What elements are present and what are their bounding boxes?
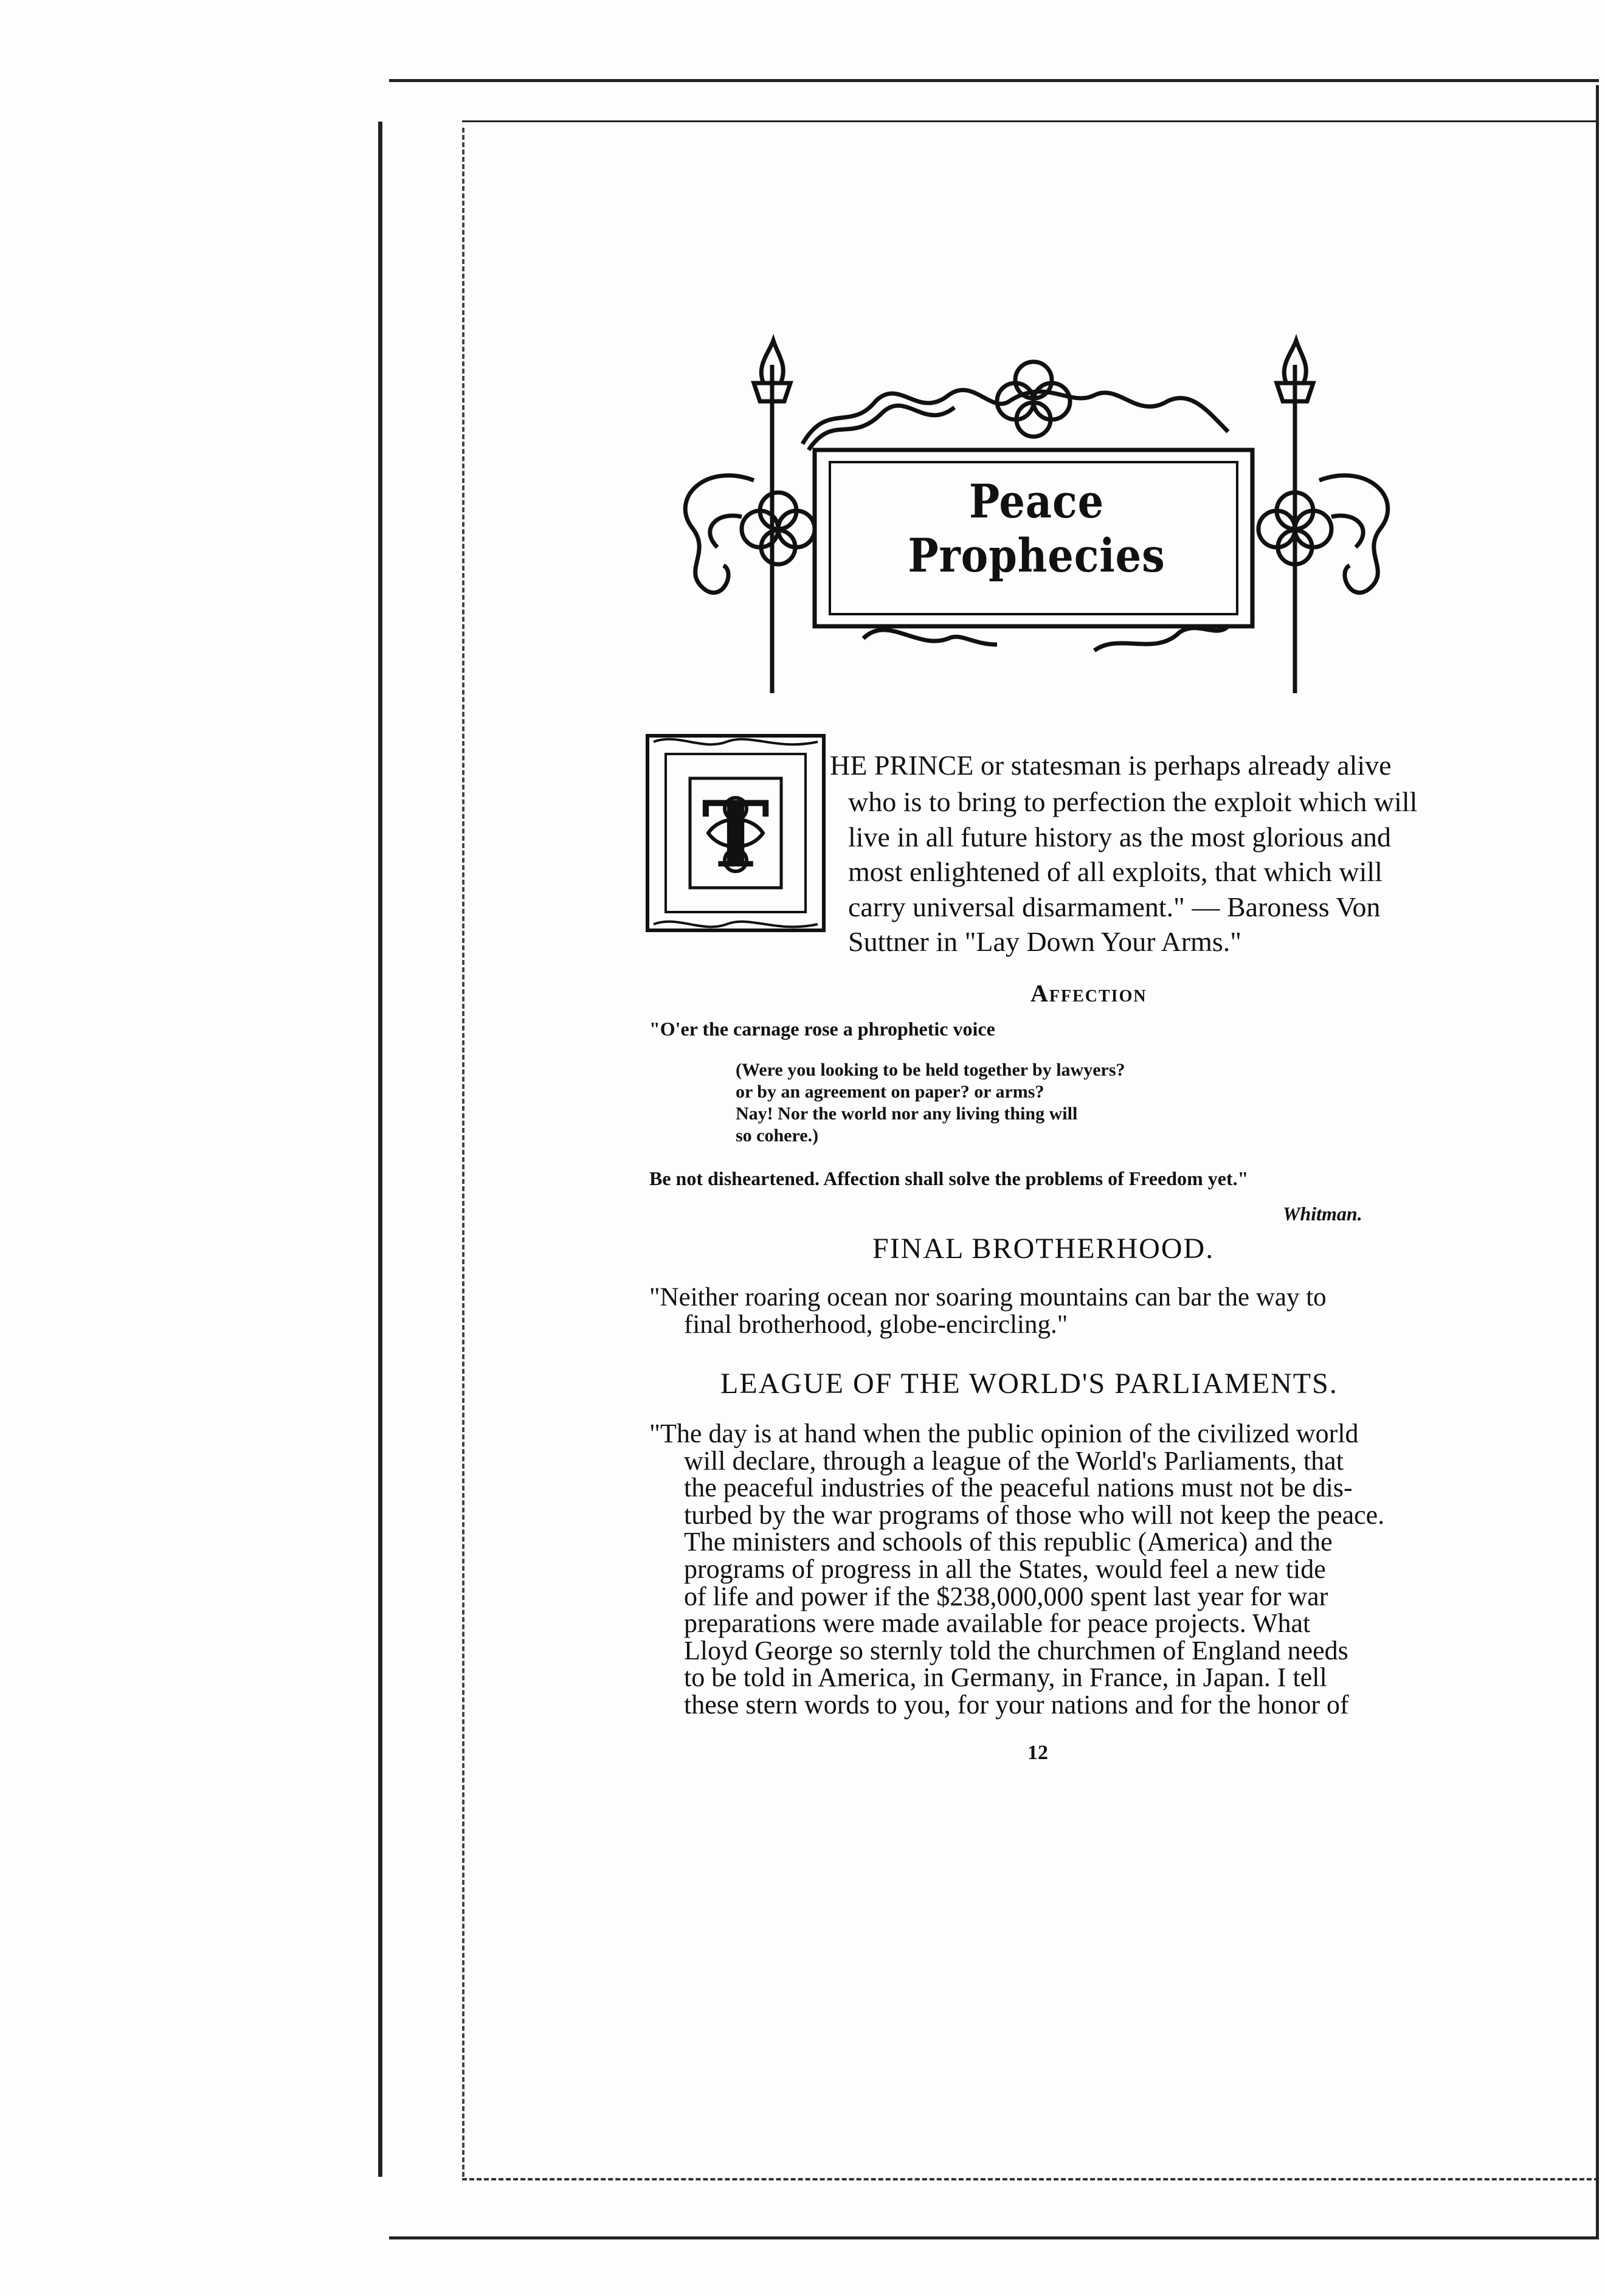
affection-indent-2: or by an agreement on paper? or arms?	[736, 1082, 1044, 1102]
brotherhood-line-2: final brotherhood, globe-encircling."	[684, 1310, 1068, 1339]
right-scan-edge	[1596, 85, 1599, 2238]
bottom-inner-dashes	[462, 2178, 1599, 2180]
drop-initial	[641, 730, 830, 936]
initial-letter: T	[702, 781, 770, 888]
top-scan-edge	[389, 79, 1599, 82]
left-scan-edge	[378, 122, 382, 2177]
league-line-11: these stern words to you, for your nations and for the honor of	[684, 1690, 1349, 1720]
affection-indent-3: Nay! Nor the world nor any living thing will	[736, 1104, 1078, 1124]
league-line-6: programs of progress in all the States, would feel a new tide	[684, 1554, 1326, 1584]
affection-indent-4: so cohere.)	[736, 1126, 819, 1146]
brotherhood-heading: FINAL BROTHERHOOD.	[872, 1233, 1215, 1265]
intro-line-5: carry universal disarmament." — Baroness Von	[848, 891, 1381, 922]
intro-line-1: HE PRINCE or statesman is perhaps already alive	[830, 750, 1392, 781]
league-line-10: to be told in America, in Germany, in France, in Japan. I tell	[684, 1662, 1327, 1692]
page-title: Peace Prophecies	[908, 474, 1165, 583]
brotherhood-line-1: "Neither roaring ocean nor soaring mountains can bar the way to	[649, 1283, 1327, 1312]
league-line-2: will declare, through a league of the World's Parliaments, that	[684, 1446, 1344, 1476]
league-line-8: preparations were made available for peace projects. What	[684, 1608, 1311, 1638]
league-line-1: "The day is at hand when the public opinion of the civilized world	[649, 1419, 1359, 1448]
intro-line-2: who is to bring to perfection the exploit which will	[848, 786, 1418, 817]
affection-opening: "O'er the carnage rose a phrophetic voice	[649, 1018, 995, 1040]
affection-attribution: Whitman.	[1283, 1203, 1362, 1225]
left-inner-dashes	[462, 128, 464, 2177]
league-line-4: turbed by the war programs of those who will not keep the peace.	[684, 1500, 1385, 1530]
league-heading: LEAGUE OF THE WORLD'S PARLIAMENTS.	[720, 1368, 1338, 1400]
intro-line-6: Suttner in "Lay Down Your Arms."	[848, 926, 1242, 957]
title-banner	[632, 328, 1435, 718]
league-line-7: of life and power if the $238,000,000 spent last year for war	[684, 1582, 1328, 1611]
affection-indent-1: (Were you looking to be held together by lawyers?	[736, 1060, 1125, 1080]
affection-heading: Affection	[1030, 980, 1147, 1007]
page-number: 12	[1027, 1741, 1048, 1764]
league-line-5: The ministers and schools of this republic (America) and the	[684, 1527, 1333, 1557]
top-inner-line	[462, 120, 1599, 122]
intro-line-4: most enlightened of all exploits, that which will	[848, 856, 1382, 887]
league-line-3: the peaceful industries of the peaceful nations must not be dis-	[684, 1473, 1353, 1502]
bottom-scan-edge	[389, 2236, 1599, 2239]
affection-closing: Be not disheartened. Affection shall solve the problems of Freedom yet."	[649, 1167, 1249, 1189]
intro-line-3: live in all future history as the most glorious and	[848, 821, 1392, 852]
league-line-9: Lloyd George so sternly told the churchmen of England needs	[684, 1636, 1348, 1665]
